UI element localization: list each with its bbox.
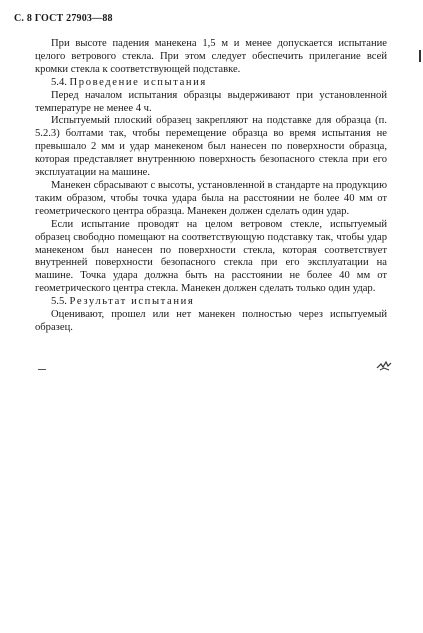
paragraph-dummy-drop: Манекен сбрасывают с высоты, установленной в стандарте на продукцию таким образом, чтобы точка удара была на расстоянии не более 40 мм от геометрического центра образца. Манекен должен сделать один удар.	[35, 179, 387, 217]
paragraph-whole-windshield: Если испытание проводят на целом ветровом стекле, испытуемый образец свободно помещают на соответствующую подставку так, чтобы удар манекеном был нанесен по поверхности стекла, которая соответствует внутренней поверхности безопасного стекла при его эксплуатации на машине. Точка удара должна быть на расстоянии не более 40 мм от геометрического центра стекла. Манекен должен сделать только один удар.	[35, 218, 387, 295]
page-header: С. 8 ГОСТ 27903—88	[14, 13, 113, 24]
document-body	[35, 38, 387, 335]
paragraph-conditioning: Перед началом испытания образцы выдерживают при установленной температуре не менее 4 ч.	[35, 89, 387, 114]
paragraph-result-evaluation: Оценивают, прошел или нет манекен полностью через испытуемый образец.	[35, 309, 387, 333]
section-heading-5-5	[35, 296, 387, 309]
section-title: Проведение испытания	[69, 76, 207, 88]
margin-mark	[419, 50, 421, 62]
scribble-mark	[375, 360, 393, 372]
section-title: Результат испытания	[69, 296, 195, 308]
stray-dash-mark	[38, 369, 46, 370]
paragraph-flat-sample-mounting: Испытуемый плоский образец закрепляют на подставке для образца (п. 5.2.3) болтами так, чтобы перемещение образца во время испытания не превышало 2 мм и удар манекеном был нанесен по поверхности образца, которая представляет внутреннюю поверхность безопасного стекла при его эксплуатации на машине.	[35, 115, 387, 179]
paragraph-full-windshield-test: При высоте падения манекена 1,5 м и менее допускается испытание целого ветрового стекла. При этом следует обеспечить прилегание всей кромки стекла к соответствующей подставке.	[35, 38, 387, 75]
section-number: 5.5.	[51, 296, 67, 308]
section-number: 5.4.	[51, 76, 67, 88]
section-heading-5-4	[35, 77, 387, 90]
